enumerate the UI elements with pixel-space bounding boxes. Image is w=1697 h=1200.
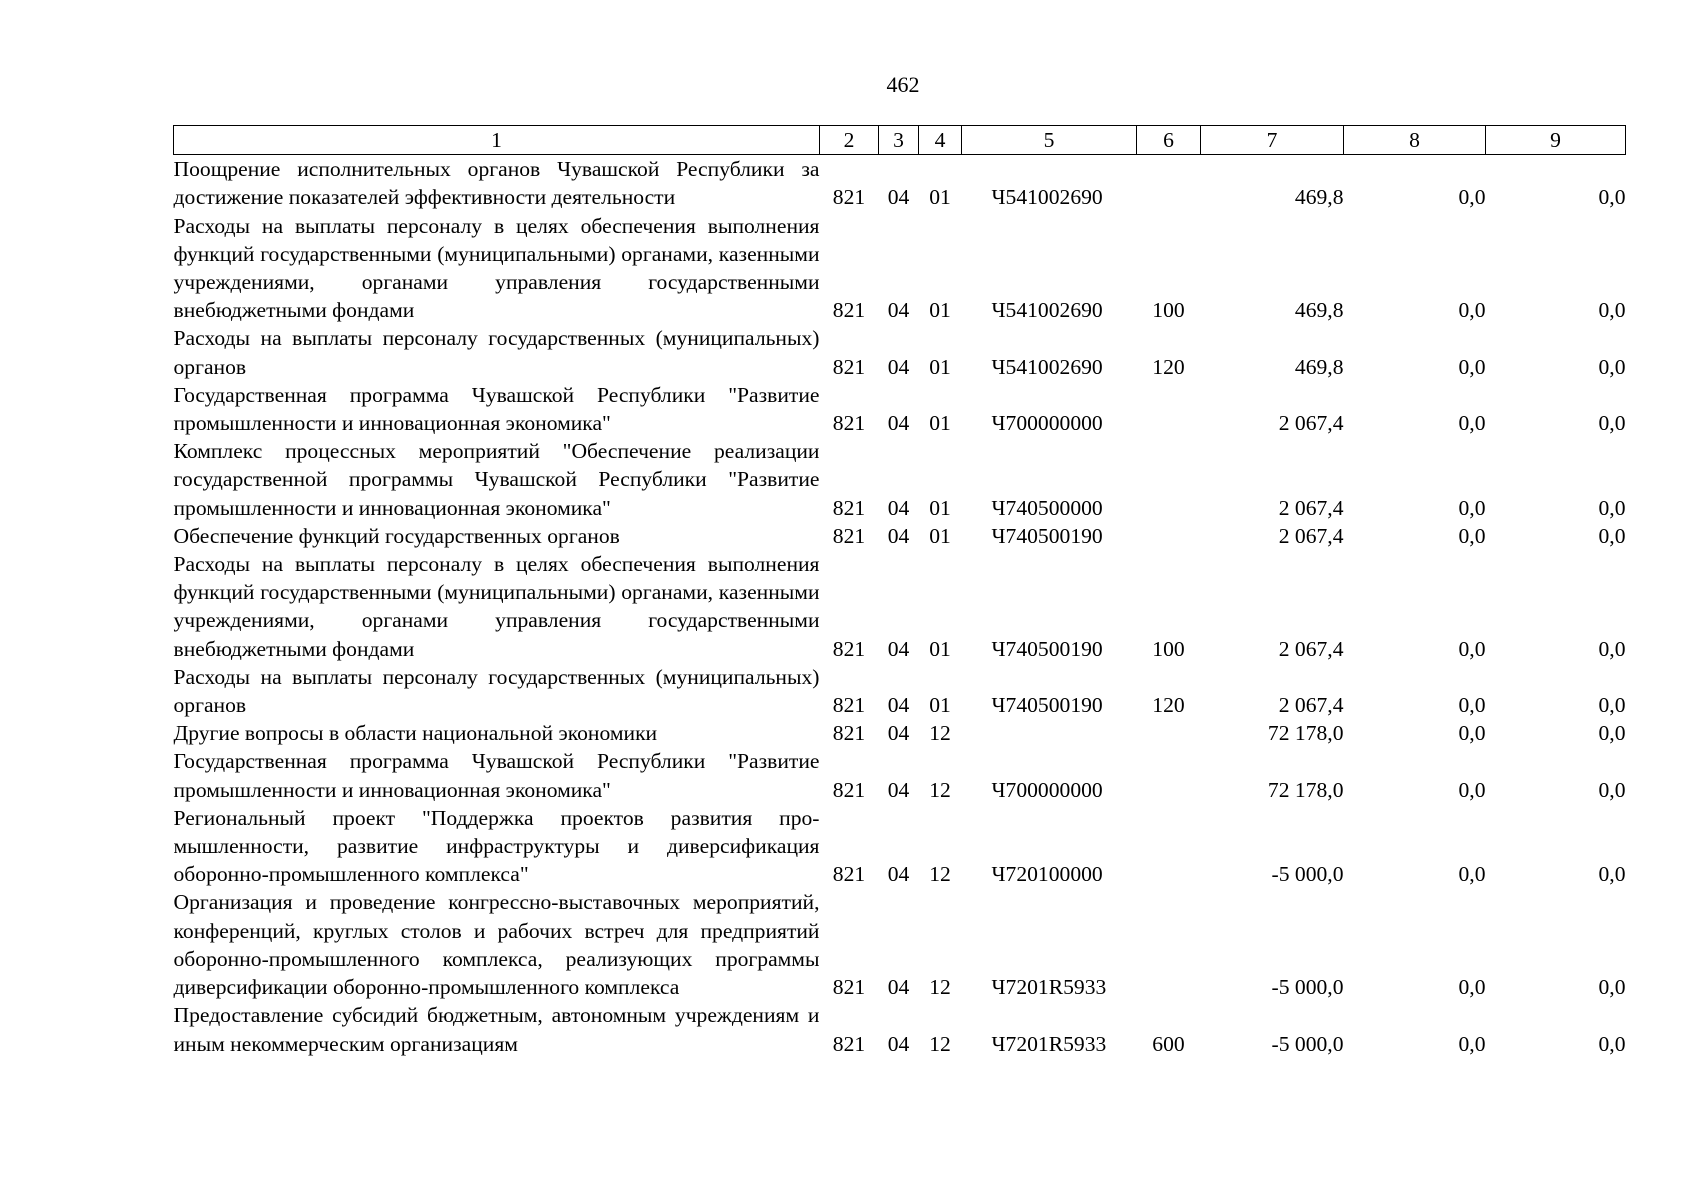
target-article-code: Ч740500000 bbox=[991, 495, 1103, 520]
table-row bbox=[174, 1001, 1626, 1057]
column-header-7: 7 bbox=[1201, 126, 1344, 155]
subsection-code: 12 bbox=[929, 975, 951, 1000]
target-article-code: Ч720100000 bbox=[991, 862, 1103, 887]
amount-col-8: 0,0 bbox=[1458, 1031, 1486, 1056]
amount-col-8: 0,0 bbox=[1458, 862, 1486, 887]
budget-item-name: Комплекс процессных мероприятий "Обеспечение реализации государственной программы Чувашской Республики "Развитие промышленности и инновационная экономика" bbox=[173, 439, 820, 520]
subsection-code: 01 bbox=[929, 411, 951, 436]
target-article-code: Ч541002690 bbox=[991, 354, 1103, 379]
ministry-code: 821 bbox=[832, 777, 866, 802]
amount-col-8: 0,0 bbox=[1458, 693, 1486, 718]
expense-type-code bbox=[1137, 155, 1201, 212]
amount-col-7: 2 067,4 bbox=[1278, 495, 1344, 520]
section-code: 04 bbox=[887, 693, 910, 718]
budget-item-name: Поощрение исполнительных органов Чувашской Республики за достижение показателей эффективности деятельности bbox=[173, 157, 820, 210]
target-article-code: Ч700000000 bbox=[991, 411, 1103, 436]
table-row bbox=[174, 888, 1626, 1001]
column-header-5: 5 bbox=[962, 126, 1137, 155]
expense-type-code bbox=[1137, 381, 1201, 437]
amount-col-8: 0,0 bbox=[1458, 185, 1486, 210]
column-header-1: 1 bbox=[174, 126, 820, 155]
expense-type-code: 100 bbox=[1152, 298, 1185, 323]
subsection-code: 12 bbox=[929, 721, 951, 746]
amount-col-8: 0,0 bbox=[1458, 636, 1486, 661]
section-code: 04 bbox=[887, 495, 910, 520]
amount-col-7: 2 067,4 bbox=[1278, 636, 1344, 661]
amount-col-8: 0,0 bbox=[1458, 975, 1486, 1000]
amount-col-7: -5 000,0 bbox=[1271, 862, 1344, 887]
table-row bbox=[174, 719, 1626, 747]
budget-item-name: Расходы на выплаты персоналу государственных (муниципальных) органов bbox=[173, 664, 820, 718]
target-article-code: Ч740500190 bbox=[991, 693, 1103, 718]
target-article-code: Ч7201R5933 bbox=[991, 975, 1107, 1000]
target-article-code bbox=[962, 719, 1137, 747]
table-row bbox=[174, 550, 1626, 663]
ministry-code: 821 bbox=[832, 975, 866, 1000]
amount-col-7: 2 067,4 bbox=[1278, 411, 1344, 436]
table-body bbox=[174, 155, 1626, 1058]
target-article-code: Ч700000000 bbox=[991, 777, 1103, 802]
target-article-code: Ч740500190 bbox=[991, 523, 1103, 548]
section-code: 04 bbox=[887, 298, 910, 323]
ministry-code: 821 bbox=[832, 185, 866, 210]
expense-type-code: 120 bbox=[1152, 354, 1185, 379]
table-row bbox=[174, 324, 1626, 380]
expense-type-code: 600 bbox=[1152, 1031, 1185, 1056]
column-header-9: 9 bbox=[1486, 126, 1626, 155]
amount-col-8: 0,0 bbox=[1458, 495, 1486, 520]
table-row bbox=[174, 212, 1626, 325]
expense-type-code: 100 bbox=[1152, 636, 1185, 661]
amount-col-9: 0,0 bbox=[1598, 1031, 1626, 1056]
amount-col-8: 0,0 bbox=[1458, 777, 1486, 802]
amount-col-9: 0,0 bbox=[1598, 777, 1626, 802]
amount-col-8: 0,0 bbox=[1458, 354, 1486, 379]
amount-col-7: 2 067,4 bbox=[1278, 693, 1344, 718]
ministry-code: 821 bbox=[832, 354, 866, 379]
amount-col-9: 0,0 bbox=[1598, 523, 1626, 548]
expense-type-code bbox=[1137, 522, 1201, 550]
ministry-code: 821 bbox=[832, 495, 866, 520]
amount-col-7: 469,8 bbox=[1294, 298, 1344, 323]
ministry-code: 821 bbox=[832, 636, 866, 661]
budget-item-name: Государственная программа Чувашской Республики "Развитие промышленности и инновационная экономика" bbox=[173, 749, 820, 802]
table-row bbox=[174, 663, 1626, 719]
amount-col-8: 0,0 bbox=[1458, 523, 1486, 548]
subsection-code: 01 bbox=[929, 523, 951, 548]
subsection-code: 01 bbox=[929, 495, 951, 520]
expense-type-code: 120 bbox=[1152, 693, 1185, 718]
amount-col-9: 0,0 bbox=[1598, 862, 1626, 887]
target-article-code: Ч541002690 bbox=[991, 298, 1103, 323]
ministry-code: 821 bbox=[832, 411, 866, 436]
expense-type-code bbox=[1137, 804, 1201, 889]
subsection-code: 12 bbox=[929, 862, 951, 887]
section-code: 04 bbox=[887, 1031, 910, 1056]
amount-col-9: 0,0 bbox=[1598, 185, 1626, 210]
amount-col-9: 0,0 bbox=[1598, 495, 1626, 520]
amount-col-9: 0,0 bbox=[1598, 636, 1626, 661]
table-row bbox=[174, 437, 1626, 522]
amount-col-9: 0,0 bbox=[1598, 354, 1626, 379]
subsection-code: 01 bbox=[929, 298, 951, 323]
budget-item-name: Расходы на выплаты персоналу в целях обеспечения выполнения функций государственными (муниципальными) органами, казенными учреждениями, органами управления государственными внебюджетными фондами bbox=[173, 552, 820, 661]
ministry-code: 821 bbox=[832, 721, 866, 746]
table-header bbox=[174, 126, 1626, 155]
amount-col-9: 0,0 bbox=[1598, 693, 1626, 718]
amount-col-8: 0,0 bbox=[1458, 298, 1486, 323]
table-row bbox=[174, 747, 1626, 803]
amount-col-9: 0,0 bbox=[1598, 298, 1626, 323]
ministry-code: 821 bbox=[832, 862, 866, 887]
table-row bbox=[174, 155, 1626, 212]
subsection-code: 01 bbox=[929, 185, 951, 210]
expense-type-code bbox=[1137, 719, 1201, 747]
header-row bbox=[174, 126, 1626, 155]
amount-col-7: 469,8 bbox=[1294, 185, 1344, 210]
table-row bbox=[174, 804, 1626, 889]
amount-col-7: 2 067,4 bbox=[1278, 523, 1344, 548]
budget-item-name: Государственная программа Чувашской Республики "Развитие промышленности и инновационная экономика" bbox=[173, 382, 820, 436]
expense-type-code bbox=[1137, 747, 1201, 803]
budget-item-name: Предоставление субсидий бюджетным, автономным учреждениям и иным некоммерческим организациям bbox=[173, 1003, 820, 1056]
amount-col-8: 0,0 bbox=[1458, 721, 1486, 746]
amount-col-9: 0,0 bbox=[1598, 721, 1626, 746]
column-header-2: 2 bbox=[820, 126, 879, 155]
section-code: 04 bbox=[887, 523, 910, 548]
budget-item-name: Расходы на выплаты персоналу государственных (муниципальных) органов bbox=[173, 326, 820, 379]
table-row bbox=[174, 381, 1626, 437]
target-article-code: Ч541002690 bbox=[991, 185, 1103, 210]
amount-col-7: -5 000,0 bbox=[1271, 1031, 1344, 1056]
expense-type-code bbox=[1137, 437, 1201, 522]
ministry-code: 821 bbox=[832, 1031, 866, 1056]
section-code: 04 bbox=[887, 777, 910, 802]
budget-item-name: Другие вопросы в области национальной экономики bbox=[173, 721, 658, 746]
subsection-code: 01 bbox=[929, 693, 951, 718]
subsection-code: 12 bbox=[929, 777, 951, 802]
section-code: 04 bbox=[887, 862, 910, 887]
table-row bbox=[174, 522, 1626, 550]
target-article-code: Ч740500190 bbox=[991, 636, 1103, 661]
amount-col-7: -5 000,0 bbox=[1271, 975, 1344, 1000]
ministry-code: 821 bbox=[832, 693, 866, 718]
budget-table bbox=[173, 125, 1626, 1058]
amount-col-7: 72 178,0 bbox=[1267, 777, 1344, 802]
expense-type-code bbox=[1137, 888, 1201, 1001]
section-code: 04 bbox=[887, 721, 910, 746]
budget-item-name: Организация и проведение конгрессно-выставочных мероприятий, конференций, круглых столов и рабочих встреч для предприятий оборонно-промышленного комплекса, реализующих программы диверсификации оборонно-промышленного комплекса bbox=[173, 890, 820, 1000]
column-header-3: 3 bbox=[879, 126, 919, 155]
budget-item-name: Региональный проект "Поддержка проектов развития промышленности, развитие инфраструктуры и диверсификация оборонно-промышленного комплекса" bbox=[173, 805, 820, 887]
budget-item-name: Обеспечение функций государственных органов bbox=[173, 523, 620, 548]
amount-col-7: 469,8 bbox=[1294, 354, 1344, 379]
section-code: 04 bbox=[887, 185, 910, 210]
amount-col-9: 0,0 bbox=[1598, 975, 1626, 1000]
column-header-6: 6 bbox=[1137, 126, 1201, 155]
ministry-code: 821 bbox=[832, 298, 866, 323]
page-number: 462 bbox=[886, 72, 920, 97]
amount-col-9: 0,0 bbox=[1598, 411, 1626, 436]
ministry-code: 821 bbox=[832, 523, 866, 548]
subsection-code: 12 bbox=[929, 1031, 951, 1056]
section-code: 04 bbox=[887, 411, 910, 436]
column-header-8: 8 bbox=[1344, 126, 1486, 155]
amount-col-7: 72 178,0 bbox=[1267, 721, 1344, 746]
subsection-code: 01 bbox=[929, 354, 951, 379]
budget-item-name: Расходы на выплаты персоналу в целях обеспечения выполнения функций государственными (муниципальными) органами, казенными учреждениями, органами управления государственными внебюджетными фондами bbox=[173, 213, 820, 323]
section-code: 04 bbox=[887, 636, 910, 661]
column-header-4: 4 bbox=[919, 126, 962, 155]
subsection-code: 01 bbox=[929, 636, 951, 661]
amount-col-8: 0,0 bbox=[1458, 411, 1486, 436]
section-code: 04 bbox=[887, 975, 910, 1000]
section-code: 04 bbox=[887, 354, 910, 379]
target-article-code: Ч7201R5933 bbox=[991, 1031, 1107, 1056]
